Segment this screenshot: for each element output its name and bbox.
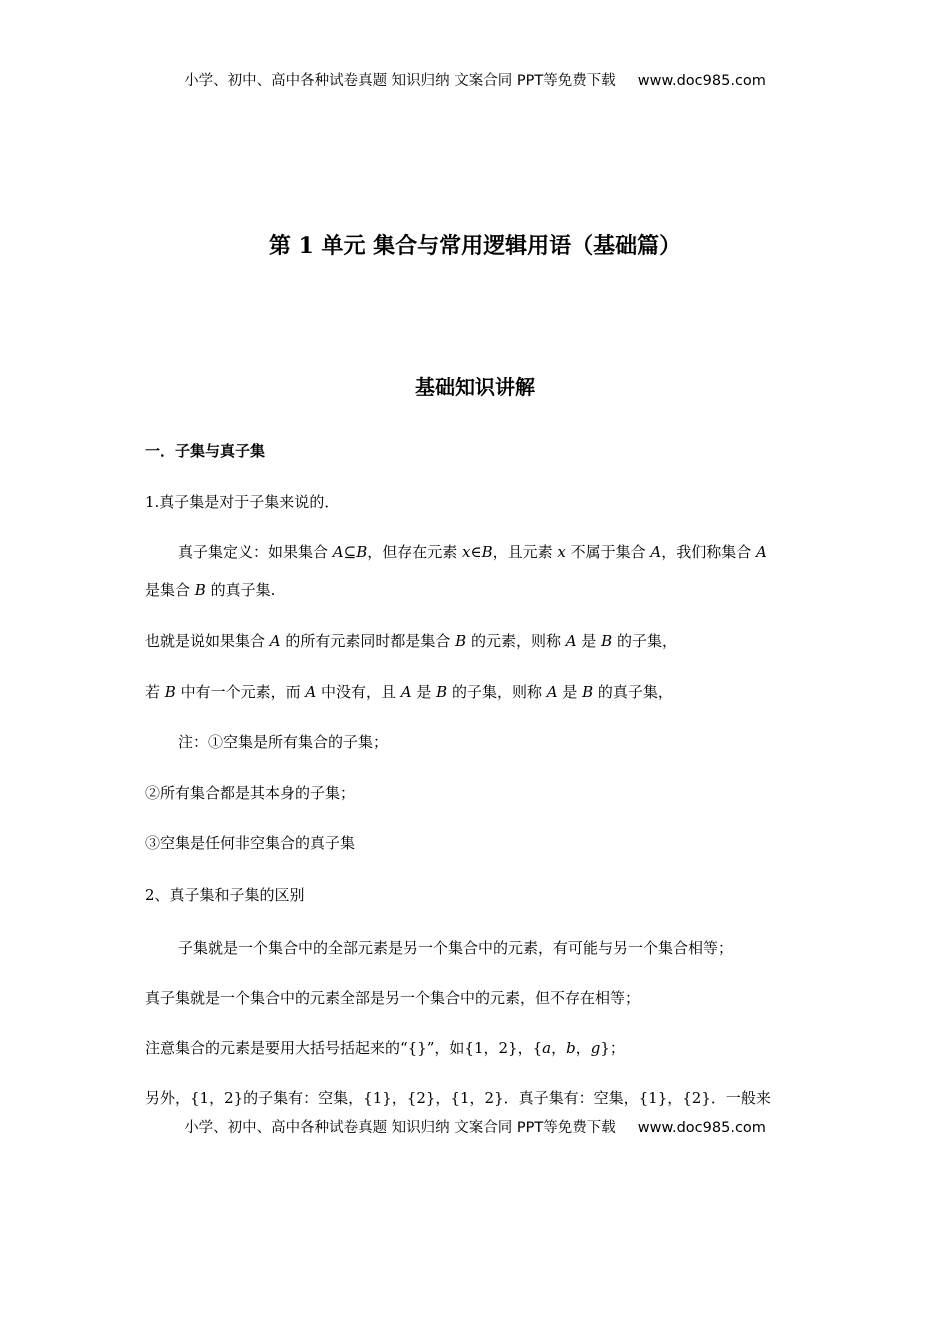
item-1: 1.真子集是对于子集来说的．	[145, 493, 340, 511]
text-span: 中有一个元素，而	[175, 683, 306, 701]
var-g-lower: g	[590, 1039, 601, 1057]
difference-1: 子集就是一个集合中的全部元素是另一个集合中的元素，有可能与另一个集合相等；	[178, 939, 734, 957]
header-url[interactable]: www.doc985.com	[637, 73, 766, 89]
page-footer	[0, 1116, 950, 1137]
var-a: A	[400, 683, 412, 701]
difference-2: 真子集就是一个集合中的元素全部是另一个集合中的元素，但不存在相等；	[145, 989, 641, 1007]
text-span: 是	[576, 632, 602, 650]
header-text: 小学、初中、高中各种试卷真题 知识归纳 文案合同 PPT等免费下载	[184, 73, 616, 89]
var-b: B	[436, 683, 448, 701]
var-a-lower: a	[542, 1039, 552, 1057]
element-of-symbol: ∈	[470, 543, 482, 561]
document-title: 第 1 单元 集合与常用逻辑用语（基础篇）	[268, 233, 682, 259]
text-span: 的真子集.	[205, 581, 276, 599]
var-b: B	[601, 632, 613, 650]
footer-text: 小学、初中、高中各种试卷真题 知识归纳 文案合同 PPT等免费下载	[184, 1120, 616, 1136]
proper-subset-definition-cont	[145, 579, 815, 600]
text-span: 是集合	[145, 581, 195, 599]
text-span: ，我们称集合	[661, 543, 757, 561]
text-span: }；	[600, 1039, 625, 1057]
var-x: x	[462, 543, 471, 561]
var-a: A	[305, 683, 317, 701]
text-span: ，	[551, 1039, 567, 1057]
text-span: ，但存在元素	[367, 543, 463, 561]
var-x: x	[557, 543, 566, 561]
text-span: 也就是说如果集合	[145, 632, 270, 650]
var-a: A	[565, 632, 577, 650]
text-span: 不属于集合	[565, 543, 651, 561]
example-line: 另外，{1，2}的子集有：空集，{1}，{2}，{1，2}．真子集有：空集，{1}，{2}．一般来	[145, 1089, 771, 1107]
var-b: B	[582, 683, 594, 701]
text-span: 真子集定义：如果集合	[178, 543, 333, 561]
var-a: A	[332, 543, 344, 561]
page-header	[0, 69, 950, 90]
subset-explanation	[145, 630, 815, 651]
text-span: 的子集，则称	[447, 683, 547, 701]
text-span: 若	[145, 683, 165, 701]
item-2: 2、真子集和子集的区别	[145, 886, 305, 904]
note-3: ③空集是任何非空集合的真子集	[145, 834, 356, 852]
text-span: ，且元素	[492, 543, 558, 561]
var-b: B	[194, 581, 206, 599]
var-b: B	[164, 683, 176, 701]
var-a: A	[756, 543, 767, 561]
subset-symbol: ⊆	[343, 543, 357, 561]
section-title: 基础知识讲解	[415, 375, 535, 399]
note-1: 注：①空集是所有集合的子集；	[178, 733, 389, 751]
var-a: A	[546, 683, 558, 701]
proper-subset-definition	[178, 541, 848, 562]
proper-subset-explanation	[145, 681, 815, 702]
var-b: B	[481, 543, 493, 561]
text-span: 的子集，	[612, 632, 677, 650]
text-span: 的真子集，	[593, 683, 673, 701]
var-a: A	[650, 543, 662, 561]
text-span: 的元素，则称	[466, 632, 566, 650]
note-2: ②所有集合都是其本身的子集；	[145, 784, 356, 802]
text-span: 的所有元素同时都是集合	[280, 632, 456, 650]
footer-url[interactable]: www.doc985.com	[637, 1120, 766, 1136]
var-b-lower: b	[566, 1039, 576, 1057]
text-span: 中没有，且	[316, 683, 401, 701]
var-b: B	[455, 632, 467, 650]
section-heading: 一．子集与真子集	[145, 442, 266, 460]
var-a: A	[269, 632, 281, 650]
text-span: ，	[575, 1039, 591, 1057]
var-b: B	[356, 543, 368, 561]
text-span: 注意集合的元素是要用大括号括起来的“{}”，如{1，2}，{	[145, 1039, 543, 1057]
text-span: 是	[557, 683, 583, 701]
brace-note	[145, 1037, 815, 1058]
text-span: 是	[411, 683, 437, 701]
